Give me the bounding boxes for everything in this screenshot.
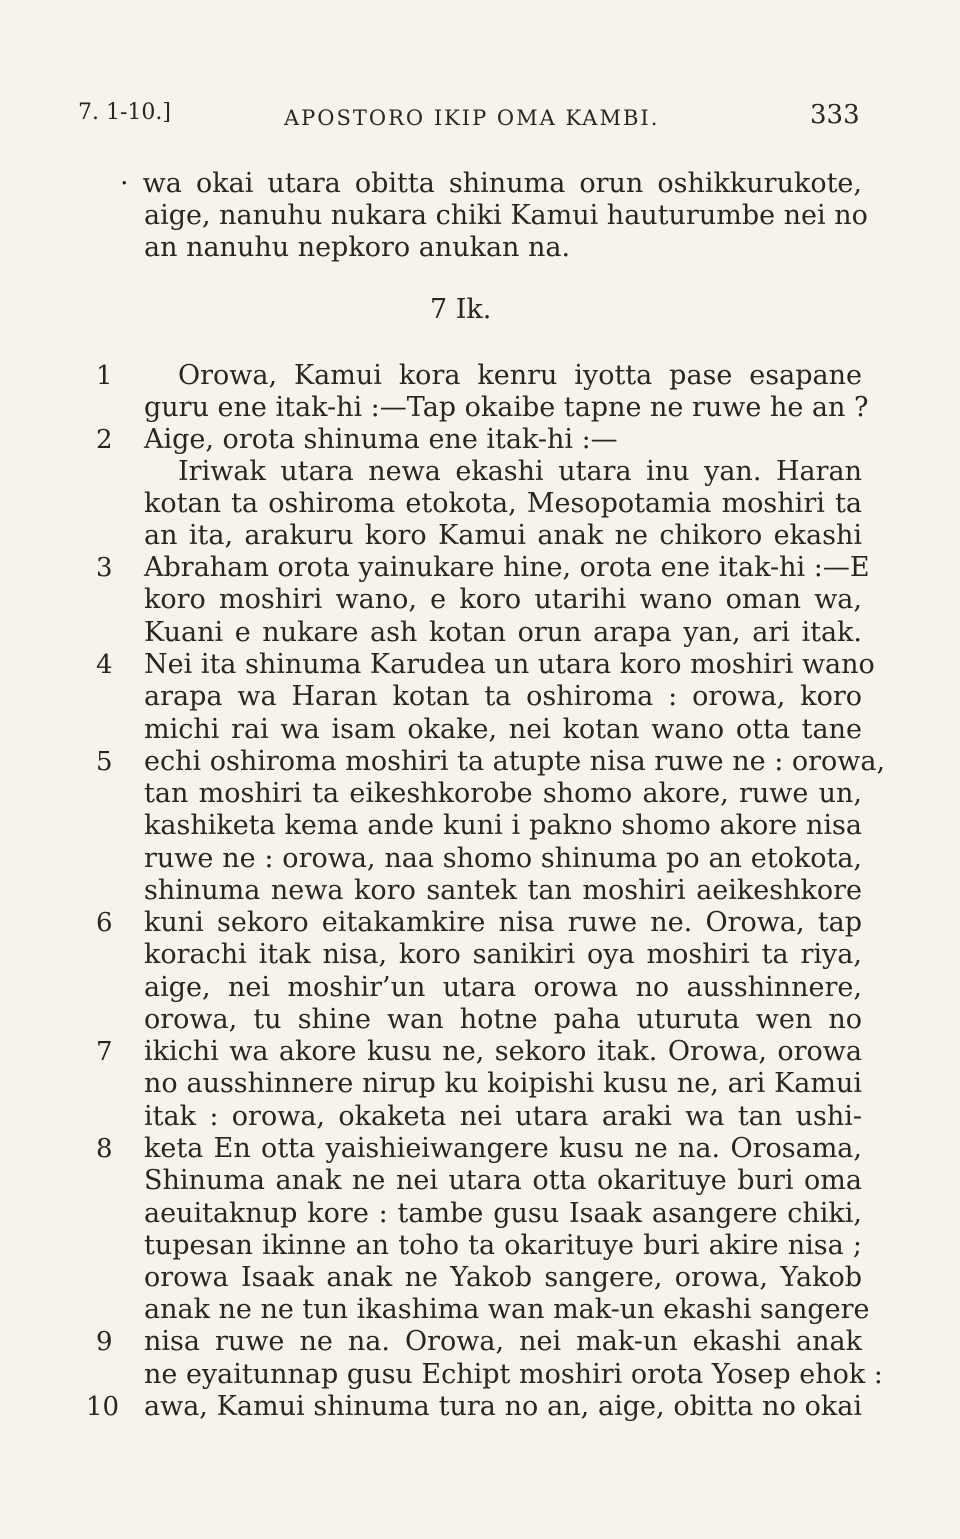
- text-line: michi rai wa isam okake, nei kotan wano otta tane: [144, 714, 862, 745]
- text-line: no ausshinnere nirup ku koipishi kusu ne, ari Kamui: [144, 1068, 862, 1099]
- verse-number: 7: [96, 1037, 113, 1067]
- text-line: kotan ta oshiroma etokota, Mesopotamia moshiri ta: [144, 488, 862, 519]
- text-line: orowa Isaak anak ne Yakob sangere, orowa, Yakob: [144, 1262, 862, 1293]
- text-line: keta En otta yaishieiwangere kusu ne na. Orosama,: [144, 1133, 862, 1164]
- verse-number: 4: [96, 650, 113, 680]
- text-line: nisa ruwe ne na. Orowa, nei mak-un ekashi anak: [144, 1326, 862, 1357]
- text-line: ruwe ne : orowa, naa shomo shinuma po an etokota,: [144, 843, 862, 874]
- text-line: an nanuhu nepkoro anukan na.: [144, 232, 571, 263]
- chapter-verse-ref: 7. 1-10.]: [78, 100, 171, 125]
- text-line: ikichi wa akore kusu ne, sekoro itak. Orowa, orowa: [144, 1036, 862, 1067]
- page-number: 333: [810, 100, 860, 130]
- text-line: Abraham orota yainukare hine, orota ene itak-hi :—E: [144, 552, 870, 583]
- text-line: kashiketa kema ande kuni i pakno shomo akore nisa: [144, 810, 862, 841]
- verse-number: 9: [96, 1327, 113, 1357]
- verse-number: 2: [96, 425, 113, 455]
- text-line: echi oshiroma moshiri ta atupte nisa ruwe ne : orowa,: [144, 746, 886, 777]
- verse-number: 8: [96, 1134, 113, 1164]
- text-line: arapa wa Haran kotan ta oshiroma : orowa, koro: [144, 681, 862, 712]
- text-line: Shinuma anak ne nei utara otta okarituye buri oma: [144, 1165, 862, 1196]
- text-line: tan moshiri ta eikeshkorobe shomo akore, ruwe un,: [144, 778, 862, 809]
- text-line: Aige, orota shinuma ene itak-hi :—: [144, 424, 618, 455]
- text-line: koro moshiri wano, e koro utarihi wano oman wa,: [144, 584, 862, 615]
- text-line: awa, Kamui shinuma tura no an, aige, obitta no okai: [144, 1391, 862, 1422]
- running-header: [0, 100, 960, 140]
- verse-number: 1: [96, 361, 113, 391]
- text-line: itak : orowa, okaketa nei utara araki wa tan ushi-: [144, 1101, 862, 1132]
- verse-number: 10: [86, 1392, 120, 1422]
- text-line: an ita, arakuru koro Kamui anak ne chikoro ekashi: [144, 520, 862, 551]
- text-line: guru ene itak-hi :—Tap okaibe tapne ne ruwe he an ?: [144, 392, 869, 423]
- text-line: Kuani e nukare ash kotan orun arapa yan, ari itak.: [144, 617, 862, 648]
- text-line: Orowa, Kamui kora kenru iyotta pase esapane: [178, 360, 862, 391]
- chapter-heading: 7 Ik.: [430, 294, 492, 325]
- text-line: Nei ita shinuma Karudea un utara koro moshiri wano: [144, 649, 875, 680]
- text-line: Iriwak utara newa ekashi utara inu yan. Haran: [178, 456, 862, 487]
- verse-number: 3: [96, 553, 113, 583]
- text-line: shinuma newa koro santek tan moshiri aeikeshkore: [144, 875, 862, 906]
- text-line: orowa, tu shine wan hotne paha uturuta wen no: [144, 1004, 862, 1035]
- text-line: · wa okai utara obitta shinuma orun oshikkurukote,: [120, 168, 862, 199]
- text-line: aige, nei moshir’un utara orowa no ausshinnere,: [144, 972, 862, 1003]
- text-line: tupesan ikinne an toho ta okarituye buri akire nisa ;: [144, 1230, 862, 1261]
- verse-number: 6: [96, 908, 113, 938]
- text-line: kuni sekoro eitakamkire nisa ruwe ne. Orowa, tap: [144, 907, 862, 938]
- running-title: APOSTORO IKIP OMA KAMBI.: [284, 106, 660, 130]
- text-line: anak ne ne tun ikashima wan mak-un ekashi sangere: [144, 1294, 870, 1325]
- text-line: aeuitaknup kore : tambe gusu Isaak asangere chiki,: [144, 1198, 862, 1229]
- text-line: korachi itak nisa, koro sanikiri oya moshiri ta riya,: [144, 939, 862, 970]
- verse-number: 5: [96, 747, 113, 777]
- text-line: ne eyaitunnap gusu Echipt moshiri orota Yosep ehok :: [144, 1359, 883, 1390]
- text-line: aige, nanuhu nukara chiki Kamui hauturumbe nei no: [144, 200, 868, 231]
